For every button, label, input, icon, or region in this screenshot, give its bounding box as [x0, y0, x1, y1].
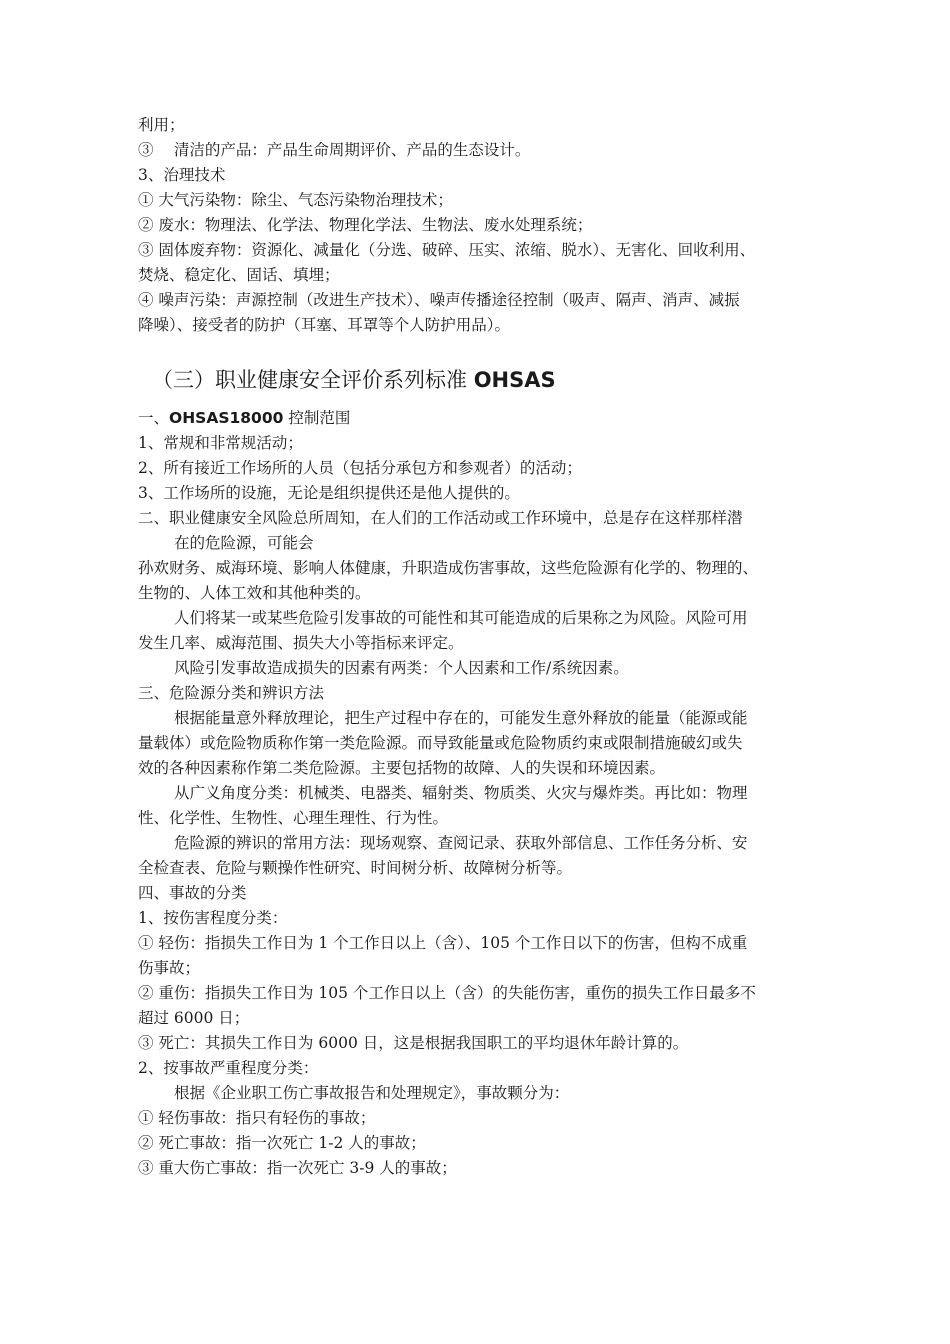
subsection-code: OHSAS18000 — [169, 409, 284, 427]
text-line: 量载体）或危险物质称作第一类危险源。而导致能量或危险物质约束或限制措施破幻或失 — [138, 734, 743, 752]
document-body — [138, 113, 828, 1181]
text-line: 在的危险源，可能会 — [174, 534, 314, 552]
text-line: 风险引发事故造成损失的因素有两类：个人因素和工作/系统因素。 — [174, 659, 629, 677]
text-line: ② 重伤：指损失工作日为 105 个工作日以上（含）的失能伤害，重伤的损失工作日最多不 — [138, 984, 756, 1002]
text-line: 2、所有接近工作场所的人员（包括分承包方和参观者）的活动； — [138, 459, 582, 477]
text-line: 孙欢财务、威海环境、影响人体健康，升职造成伤害事故，这些危险源有化学的、物理的、 — [138, 559, 759, 577]
text-line: 四、事故的分类 — [138, 884, 247, 902]
text-line: 根据《企业职工伤亡事故报告和处理规定》，事故颗分为： — [174, 1084, 570, 1102]
subsection-title — [138, 406, 828, 431]
text-line: 焚烧、稳定化、固话、填埋； — [138, 266, 340, 284]
text-line: 伤事故； — [138, 959, 201, 977]
text-line: 根据能量意外释放理论，把生产过程中存在的，可能发生意外释放的能量（能源或能 — [174, 709, 748, 727]
text-line: 发生几率、威海范围、损失大小等指标来评定。 — [138, 634, 464, 652]
text-line: 三、危险源分类和辨识方法 — [138, 684, 325, 702]
text-line: 2、按事故严重程度分类： — [138, 1059, 319, 1077]
text-line: 全检查表、危险与颗操作性研究、时间树分析、故障树分析等。 — [138, 859, 573, 877]
text-line: 二、职业健康安全风险总所周知，在人们的工作活动或工作环境中，总是存在这样那样潜 — [138, 509, 743, 527]
text-line: ② 死亡事故：指一次死亡 1-2 人的事故； — [138, 1134, 426, 1152]
text-line: 效的各种因素称作第二类危险源。主要包括物的故障、人的失误和环境因素。 — [138, 759, 666, 777]
text-line: ① 大气污染物：除尘、气态污染物治理技术； — [138, 191, 453, 209]
text-line: 1、按伤害程度分类： — [138, 909, 288, 927]
text-line: ① 轻伤事故：指只有轻伤的事故； — [138, 1109, 376, 1127]
subsection-prefix: 一、 — [138, 409, 170, 427]
text-line: 超过 6000 日； — [138, 1009, 250, 1027]
text-line: ③ 清洁的产品：产品生命周期评价、产品的生态设计。 — [138, 141, 531, 159]
text-line: 生物的、人体工效和其他种类的。 — [138, 584, 371, 602]
section-heading-acronym: OHSAS — [473, 368, 556, 392]
text-line: 性、化学性、生物性、心理生理性、行为性。 — [138, 809, 449, 827]
text-line: 降噪）、接受者的防护（耳塞、耳罩等个人防护用品）。 — [138, 316, 511, 334]
text-line: ① 轻伤：指损失工作日为 1 个工作日以上（含）、105 个工作日以下的伤害，但构不成重 — [138, 934, 748, 952]
text-line: ③ 重大伤亡事故：指一次死亡 3-9 人的事故； — [138, 1159, 457, 1177]
text-line: 3、工作场所的设施，无论是组织提供还是他人提供的。 — [138, 484, 520, 502]
text-line: 1、常规和非常规活动； — [138, 434, 303, 452]
section-heading-text: （三）职业健康安全评价系列标准 — [152, 368, 474, 392]
text-line: 人们将某一或某些危险引发事故的可能性和其可能造成的后果称之为风险。风险可用 — [174, 609, 748, 627]
subsection-suffix: 控制范围 — [283, 409, 351, 427]
text-line: 从广义角度分类：机械类、电器类、辐射类、物质类、火灾与爆炸类。再比如：物理 — [174, 784, 748, 802]
text-line: ② 废水：物理法、化学法、物理化学法、生物法、废水处理系统； — [138, 216, 593, 234]
text-line: ③ 死亡：其损失工作日为 6000 日，这是根据我国职工的平均退休年龄计算的。 — [138, 1034, 689, 1052]
text-line: 3、治理技术 — [138, 166, 226, 184]
section-heading — [152, 364, 828, 396]
text-line: 利用； — [138, 116, 185, 134]
text-line: ④ 噪声污染：声源控制（改进生产技术）、噪声传播途径控制（吸声、隔声、消声、减振 — [138, 291, 740, 309]
text-line: 危险源的辨识的常用方法：现场观察、查阅记录、获取外部信息、工作任务分析、安 — [174, 834, 748, 852]
text-line: ③ 固体废弃物：资源化、减量化（分选、破碎、压实、浓缩、脱水）、无害化、回收利用、 — [138, 241, 756, 259]
